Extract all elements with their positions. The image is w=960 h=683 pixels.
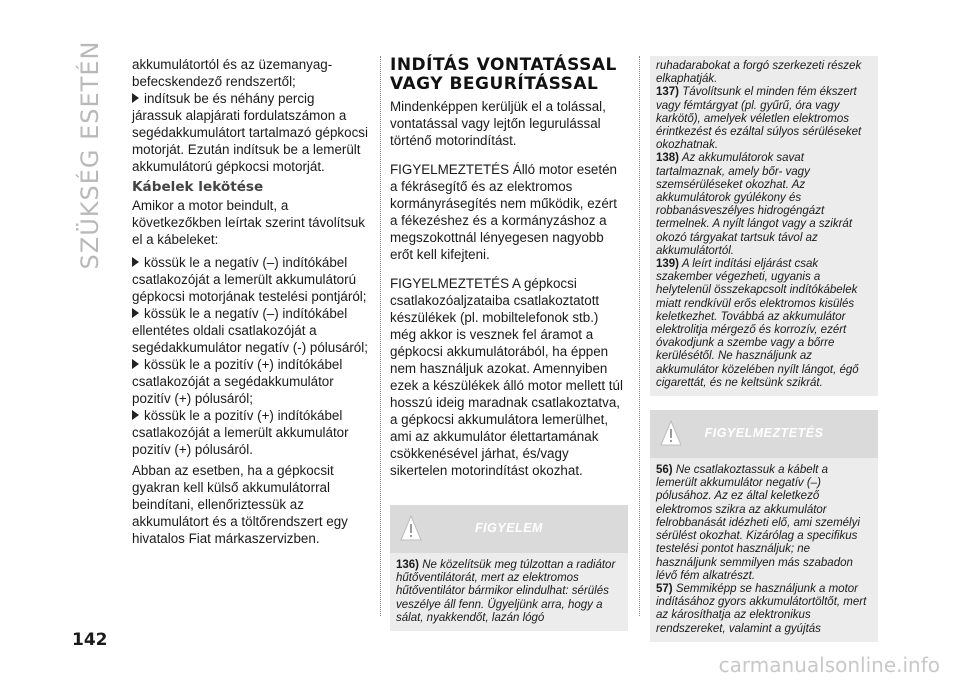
caution-item-137: 137) Távolítsunk el minden fém ékszert vagy fémtárgyat (pl. gyűrű, óra vagy karkötő), amelyek véletlen elektromos érintkezést és ezáltal súlyos sérüléseket okozhatnak. bbox=[656, 86, 862, 152]
caution-item-138: 138) Az akkumulátorok savat tartalmaznak, amely bőr- vagy szemsérüléseket okozhat. Az akkumulátorok gyúlékony és robbanásveszélyes hidrogéngázt termelnek. A nyílt lángot vagy a szikrát okozó tárgyakat tartsuk távol az akkumulátortól. bbox=[656, 152, 853, 257]
arrow-bullet-icon bbox=[132, 93, 139, 103]
warning-item-56: 56) Ne csatlakoztassuk a kábelt a lemerült akkumulátor negatív (–) pólusához. Az ez által keletkező elektromos szikra az akkumulátor felrobbanását idézheti elő, ami személyi sérülést okozhat. Kizárólag a specifikus testelési pontot használjuk; ne használjunk semmilyen más szabadon lévő fém alkatrészt. bbox=[656, 464, 860, 582]
column-2 bbox=[390, 56, 628, 631]
arrow-bullet-icon bbox=[132, 410, 139, 420]
bullet-disconnect-1: kössük le a negatív (–) indítókábel csatlakozóját a lemerült akkumulátorú gépkocsi motorjának testelési pontjáról; bbox=[132, 255, 367, 304]
caution-continued-text: ruhadarabokat a forgó szerkezeti részek elkaphatják. bbox=[656, 60, 862, 86]
warning-box-body bbox=[650, 458, 878, 642]
column-1 bbox=[132, 56, 368, 547]
bullet-disconnect-2: kössük le a negatív (–) indítókábel ellentétes oldali csatlakozóját a segédakkumulátor negatív (-) pólusáról; bbox=[132, 306, 368, 355]
section-heading: INDÍTÁS VONTATÁSSAL VAGY BEGURÍTÁSSAL bbox=[390, 55, 617, 94]
caution-box-label: FIGYELEM bbox=[475, 521, 543, 535]
caution-item-139: 139) A leírt indítási eljárást csak szakember végezheti, ugyanis a helytelenül összekapcsolt indítókábelek miatt rendkívül erős elektromos kisülés keletkezhet. Továbbá az akkumulátor elektrolitja mérgező és korrozív, ezért óvakodjunk a szembe vagy a bőrre kerülésétől. Ne használjunk az akkumulátor közelében nyílt lángot, égő cigarettát, és ne keltsünk szikrát. bbox=[656, 258, 859, 389]
caution-box-body: 136) Ne közelítsük meg túlzottan a radiátor hűtőventilátorát, mert az elektromos hűtőventilátor bármikor elindulhat: sérülés veszélye áll fenn. Ügyeljünk arra, hogy a sálat, nyakkendőt, lazán lógó bbox=[396, 559, 616, 624]
warning-box-header bbox=[650, 410, 878, 458]
cable-disconnect-heading: Kábelek lekötése bbox=[132, 179, 264, 195]
intro-text: akkumulátortól és az üzemanyag-befecskendező rendszertől; bbox=[132, 57, 333, 89]
cable-disconnect-intro: Amikor a motor beindult, a következőkben leírtak szerint távolítsuk el a kábeleket: bbox=[132, 198, 365, 247]
service-advice-text: Abban az esetben, ha a gépkocsit gyakran kell külső akkumulátorral beindítani, ellenőriztessük az akkumulátort és a töltőrendszert egy hivatalos Fiat márkaszervizben. bbox=[132, 463, 348, 546]
watermark: carmanualsonline.info bbox=[718, 653, 940, 677]
bullet-disconnect-3: kössük le a pozitív (+) indítókábel csatlakozóját a segédakkumulátor pozitív (+) pólusáról; bbox=[132, 357, 343, 406]
column-3 bbox=[650, 56, 878, 642]
page-number: 142 bbox=[72, 630, 108, 650]
side-section-title: SZÜKSÉG ESETÉN bbox=[76, 40, 104, 270]
bullet-disconnect-4: kössük le a pozitív (+) indítókábel csatlakozóját a lemerült akkumulátor pozitív (+) pólusáról. bbox=[132, 408, 349, 457]
warning-box-label: FIGYELMEZTETÉS bbox=[704, 426, 824, 441]
warning-devices-text: FIGYELMEZTETÉS A gépkocsi csatlakozóaljzataiba csatlakoztatott készülékek (pl. mobiltelefonok stb.) még akkor is vesznek fel áramot a gépkocsi akkumulátorából, ha éppen nem használjuk azokat. Amennyiben ezek a készülékek álló motor mellett túl hosszú ideig maradnak csatlakoztatva, a gépkocsi akkumulátora lemerülhet, ami az akkumulátor élettartamának csökkenésével járhat, és/vagy sikertelen motorindítást okozhat. bbox=[390, 276, 623, 478]
warning-item-57: 57) Semmiképp se használjunk a motor indításához gyors akkumulátortöltőt, mert az károsíthatja az elektronikus rendszereket, valamint a gyújtás bbox=[656, 582, 867, 635]
arrow-bullet-icon bbox=[132, 257, 139, 267]
caution-box bbox=[390, 505, 628, 631]
arrow-bullet-icon bbox=[132, 359, 139, 369]
warning-brake-assist-text: FIGYELMEZTETÉS Álló motor esetén a fékrásegítő és az elektromos kormányrásegítés nem működik, ezért a fékezéshez és a kormányzáshoz a megszokottnál lényegesen nagyobb erőt kell kifejteni. bbox=[390, 162, 617, 262]
caution-box-header bbox=[390, 505, 628, 553]
column-divider bbox=[639, 56, 640, 616]
bullet-start-engine: indítsuk be és néhány percig járassuk alapjárati fordulatszámon a segédakkumulátort tartalmazó gépkocsi motorját. Ezután indítsuk be a lemerült akkumulátorú gépkocsi motorját. bbox=[132, 91, 368, 174]
warning-box bbox=[650, 410, 878, 642]
caution-box-continued bbox=[650, 56, 878, 396]
avoid-push-start-text: Mindenképpen kerüljük el a tolással, vontatással vagy lejtőn legurulással történő motorindítást. bbox=[390, 99, 606, 148]
column-divider bbox=[380, 56, 381, 616]
arrow-bullet-icon bbox=[132, 308, 139, 318]
